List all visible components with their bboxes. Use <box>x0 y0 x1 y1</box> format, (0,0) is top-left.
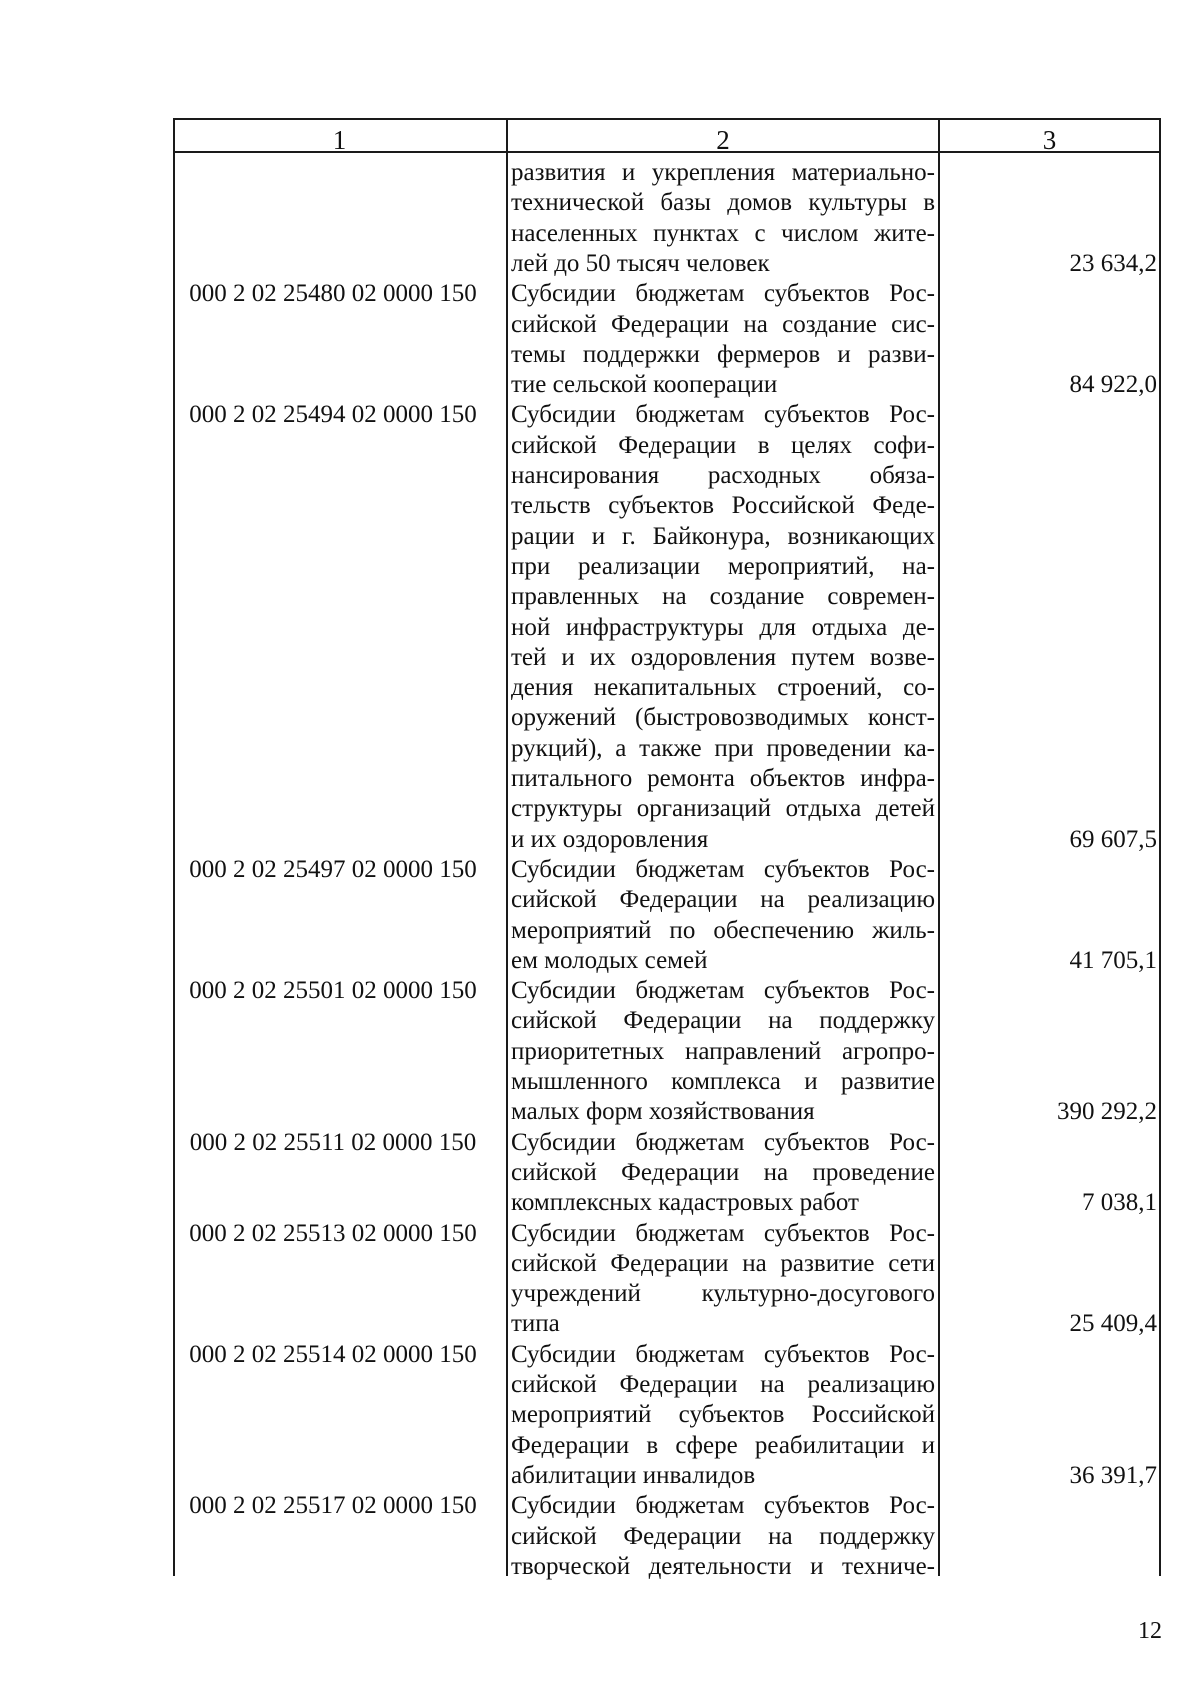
description-line: Субсидии бюджетам субъектов Рос- <box>511 401 935 429</box>
description-line: и их оздоровления <box>511 825 709 853</box>
budget-code-cell: 000 2 02 25501 02 0000 150 <box>189 977 477 1005</box>
description-line: рукций), а также при проведении ка- <box>511 734 935 762</box>
description-line: Субсидии бюджетам субъектов Рос- <box>511 280 935 308</box>
description-line: сийской Федерации на проведение <box>511 1158 935 1186</box>
description-line: ем молодых семей <box>511 946 708 974</box>
description-line: творческой деятельности и техниче- <box>511 1552 935 1580</box>
description-line: дения некапитальных строений, со- <box>511 674 935 702</box>
col-border-right <box>1159 118 1161 1576</box>
description-line: мышленного комплекса и развитие <box>511 1068 935 1095</box>
amount-cell: 23 634,2 <box>1069 249 1157 277</box>
amount-cell: 84 922,0 <box>1069 371 1157 399</box>
description-line: тельств субъектов Российской Феде- <box>511 492 935 520</box>
description-line: сийской Федерации на реализацию <box>511 886 935 914</box>
amount-cell: 41 705,1 <box>1069 946 1157 974</box>
description-line: сийской Федерации на поддержку <box>511 1522 935 1550</box>
budget-code-cell: 000 2 02 25494 02 0000 150 <box>189 401 477 429</box>
amount-cell: 69 607,5 <box>1069 825 1157 853</box>
description-line: сийской Федерации на реализацию <box>511 1371 935 1398</box>
col-border-2-3 <box>938 118 940 1576</box>
header-col-2: 2 <box>716 125 730 155</box>
budget-code-cell: 000 2 02 25497 02 0000 150 <box>189 855 477 883</box>
description-line: Субсидии бюджетам субъектов Рос- <box>511 1219 935 1247</box>
description-line: сийской Федерации на развитие сети <box>511 1249 935 1277</box>
budget-code-cell: 000 2 02 25517 02 0000 150 <box>189 1492 477 1520</box>
col-border-1-2 <box>506 118 508 1576</box>
description-line: мероприятий субъектов Российской <box>511 1401 935 1429</box>
table-top-border <box>173 118 1161 120</box>
description-line: темы поддержки фермеров и разви- <box>511 340 935 368</box>
description-line: типа <box>511 1310 560 1338</box>
description-line: правленных на создание современ- <box>511 583 935 611</box>
description-line: сийской Федерации на создание сис- <box>511 310 935 338</box>
budget-code-cell: 000 2 02 25480 02 0000 150 <box>189 280 477 308</box>
description-line: приоритетных направлений агропро- <box>511 1037 935 1065</box>
description-line: технической базы домов культуры в <box>511 189 935 217</box>
description-line: Федерации в сфере реабилитации и <box>511 1431 935 1459</box>
description-line: при реализации мероприятий, на- <box>511 552 935 580</box>
budget-code-cell: 000 2 02 25513 02 0000 150 <box>189 1219 477 1247</box>
description-line: населенных пунктах с числом жите- <box>511 219 935 247</box>
header-col-1: 1 <box>332 125 347 155</box>
amount-cell: 7 038,1 <box>1082 1189 1157 1217</box>
header-col-3: 3 <box>1042 125 1057 155</box>
budget-code-cell: 000 2 02 25514 02 0000 150 <box>189 1340 477 1368</box>
description-line: абилитации инвалидов <box>511 1461 756 1489</box>
description-line: структуры организаций отдыха детей <box>511 795 935 823</box>
description-line: Субсидии бюджетам субъектов Рос- <box>511 977 935 1005</box>
description-line: питального ремонта объектов инфра- <box>511 765 935 792</box>
description-line: Субсидии бюджетам субъектов Рос- <box>511 1340 935 1368</box>
description-line: Субсидии бюджетам субъектов Рос- <box>511 855 935 883</box>
description-line: рации и г. Байконура, возникающих <box>511 522 935 550</box>
description-line: комплексных кадастровых работ <box>511 1189 859 1217</box>
description-line: Субсидии бюджетам субъектов Рос- <box>511 1128 935 1156</box>
description-line: малых форм хозяйствования <box>511 1098 815 1126</box>
amount-cell: 390 292,2 <box>1057 1098 1157 1126</box>
description-line: мероприятий по обеспечению жиль- <box>511 916 935 944</box>
amount-cell: 36 391,7 <box>1069 1461 1157 1489</box>
description-line: оружений (быстровозводимых конст- <box>511 704 935 732</box>
description-line: лей до 50 тысяч человек <box>511 249 770 277</box>
page-number: 12 <box>1138 1618 1162 1644</box>
description-line: тие сельской кооперации <box>511 371 778 399</box>
description-line: ной инфраструктуры для отдыха де- <box>511 613 935 641</box>
description-line: тей и их оздоровления путем возве- <box>511 643 935 671</box>
description-line: сийской Федерации на поддержку <box>511 1007 935 1035</box>
budget-table <box>173 118 1161 1580</box>
description-line: сийской Федерации в целях софи- <box>511 431 935 459</box>
description-line: учреждений культурно-досугового <box>511 1280 935 1308</box>
budget-code-cell: 000 2 02 25511 02 0000 150 <box>189 1128 477 1156</box>
amount-cell: 25 409,4 <box>1069 1310 1157 1338</box>
description-line: Субсидии бюджетам субъектов Рос- <box>511 1492 935 1520</box>
description-line: нансирования расходных обяза- <box>511 462 935 489</box>
description-line: развития и укрепления материально- <box>511 159 935 186</box>
